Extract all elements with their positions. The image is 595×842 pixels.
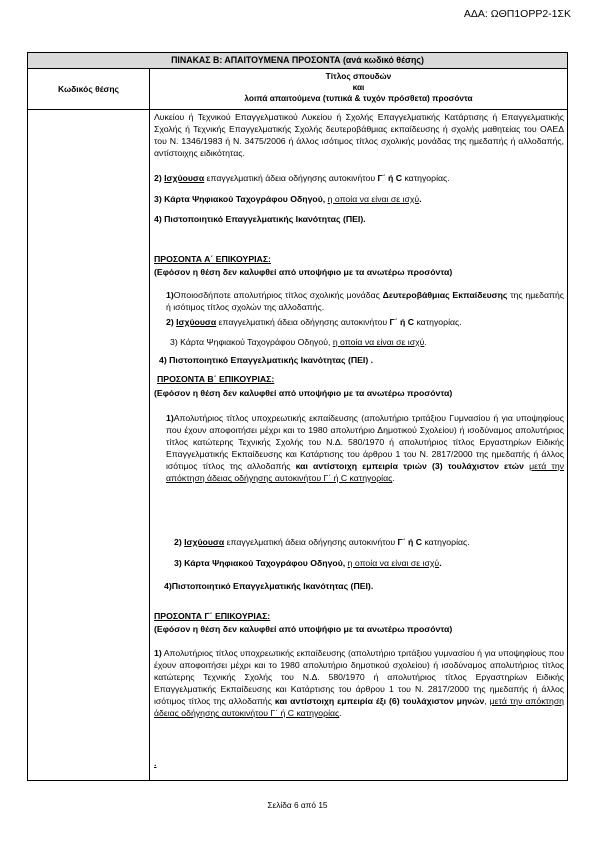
section-b-note: (Εφόσον η θέση δεν καλυφθεί από υποψήφιο με τα ανωτέρω προσόντα) [154,388,453,398]
section-a-heading: ΠΡΟΣΟΝΤΑ Α΄ ΕΠΙΚΟΥΡΙΑΣ: [154,254,271,264]
ada-code: ΑΔΑ: ΩΘΠ1ΟΡΡ2-1ΣΚ [463,8,571,20]
section-c-item-1: 1) Απολυτήριος τίτλος υποχρεωτικής εκπαίδευσης (απολυτήριο τριτάξιου γυμνασίου ή για υποψηφίους που έχουν αποφοιτήσει μέχρι και το 1980 απολυτήριο δημοτικού σχολείου) ή ισοδύναμος απολυτήριος τίτλος κατώτερης Τεχνικής Σχολής του Ν.Δ. 580/1970 ή απολυτήριος τίτλος Εργαστηρίων Ειδικής Επαγγελματικής Εκπαίδευσης και Κατάρτισης του άρθρου 1 του Ν. 2817/2000 της ημεδαπής ή άλλος ισότιμος τίτλος της αλλοδαπής και αντίστοιχη εμπειρία έξι (6) τουλάχιστον μηνών, μετά την απόκτηση άδειας οδήγησης αυτοκινήτου Γ΄ ή C κατηγορίας. [154,648,565,718]
main-item-2: 2) Ισχύουσα επαγγελματική άδεια οδήγησης αυτοκινήτου Γ΄ ή C κατηγορίας. [154,173,450,183]
section-a-item-4: 4) Πιστοποιητικό Επαγγελματικής Ικανότητας (ΠΕΙ) . [159,355,374,365]
column-divider [149,110,150,780]
column-header-line-3: λοιπά απαιτούμενα (τυπικά & τυχόν πρόσθετα) προσόντα [244,93,473,103]
table-header-row [28,68,567,110]
column-header-line-1: Τίτλος σπουδών [325,71,392,81]
section-a-item-3: 3) Κάρτα Ψηφιακού Ταχογράφου Οδηγού, η οποία να είναι σε ισχύ. [170,337,427,347]
section-b-heading: ΠΡΟΣΟΝΤΑ Β΄ ΕΠΙΚΟΥΡΙΑΣ: [157,374,275,384]
section-b-item-3: 3) Κάρτα Ψηφιακού Ταχογράφου Οδηγού, η οποία να είναι σε ισχύ. [174,558,442,568]
section-a-note: (Εφόσον η θέση δεν καλυφθεί από υποψήφιο με τα ανωτέρω προσόντα) [154,267,453,277]
section-c-trailing-mark: . [154,758,157,768]
column-header-line-2: και [352,82,365,92]
section-a-item-1: 1)Οποιοσδήποτε απολυτήριος τίτλος σχολικής μονάδας Δευτεροβάθμιας Εκπαίδευσης της ημεδαπής ή ισότιμος τίτλος σχολών της αλλοδαπής. [166,290,564,312]
main-intro-paragraph: Λυκείου ή Τεχνικού Επαγγελματικού Λυκείου ή Σχολής Επαγγελματικής Κατάρτισης ή Επαγγελματικής Σχολής ή Τεχνικής Επαγγελματικής Σχολής δευτεροβάθμιας εκπαίδευσης ή σχολής μαθητείας του ΟΑΕΔ του Ν. 1346/1983 ή Ν. 3475/2006 ή άλλος ισότιμος τίτλος σχολικής μονάδας της ημεδαπής ή αλλοδαπής, αντίστοιχης ειδικότητας. [154,112,564,158]
main-item-4: 4) Πιστοποιητικό Επαγγελματικής Ικανότητας (ΠΕΙ). [154,214,366,224]
section-b-item-2: 2) Ισχύουσα επαγγελματική άδεια οδήγησης αυτοκινήτου Γ΄ ή C κατηγορίας. [174,537,470,547]
qualifications-table [27,52,568,781]
column-header-position-code: Κωδικός θέσης [28,68,150,109]
section-b-item-4: 4)Πιστοποιητικό Επαγγελματικής Ικανότητας (ΠΕΙ). [164,581,374,591]
main-item-3: 3) Κάρτα Ψηφιακού Ταχογράφου Οδηγού, η οποία να είναι σε ισχύ. [154,194,422,204]
section-b-item-1: 1)Απολυτήριος τίτλος υποχρεωτικής εκπαίδευσης (απολυτήριο τριτάξιου Γυμνασίου ή για υποψηφίους που έχουν αποφοιτήσει μέχρι και το 1980 απολυτήριο Δημοτικού Σχολείου) ή ισοδύναμος απολυτήριος τίτλος κατώτερης Τεχνικής Σχολής του Ν.Δ. 580/1970 ή απολυτήριος τίτλος Εργαστηρίων Ειδικής Επαγγελματικής Εκπαίδευσης και Κατάρτισης του άρθρου 1 του Ν. 2817/2000 της ημεδαπής ή άλλος ισότιμος τίτλος της αλλοδαπής και αντίστοιχη εμπειρία τριών (3) τουλάχιστον ετών μετά την απόκτηση άδειας οδήγησης αυτοκινήτου Γ΄ ή C κατηγορίας. [166,413,564,483]
page-number: Σελίδα 6 από 15 [267,800,328,810]
section-a-item-2: 2) Ισχύουσα επαγγελματική άδεια οδήγησης αυτοκινήτου Γ΄ ή C κατηγορίας. [166,317,462,327]
table-title: ΠΙΝΑΚΑΣ Β: ΑΠΑΙΤΟΥΜΕΝΑ ΠΡΟΣΟΝΤΑ (ανά κωδικό θέσης) [28,53,567,69]
column-header-qualifications [150,68,567,112]
section-c-note: (Εφόσον η θέση δεν καλυφθεί από υποψήφιο με τα ανωτέρω προσόντα) [154,624,453,634]
section-c-heading: ΠΡΟΣΟΝΤΑ Γ΄ ΕΠΙΚΟΥΡΙΑΣ: [154,611,271,621]
